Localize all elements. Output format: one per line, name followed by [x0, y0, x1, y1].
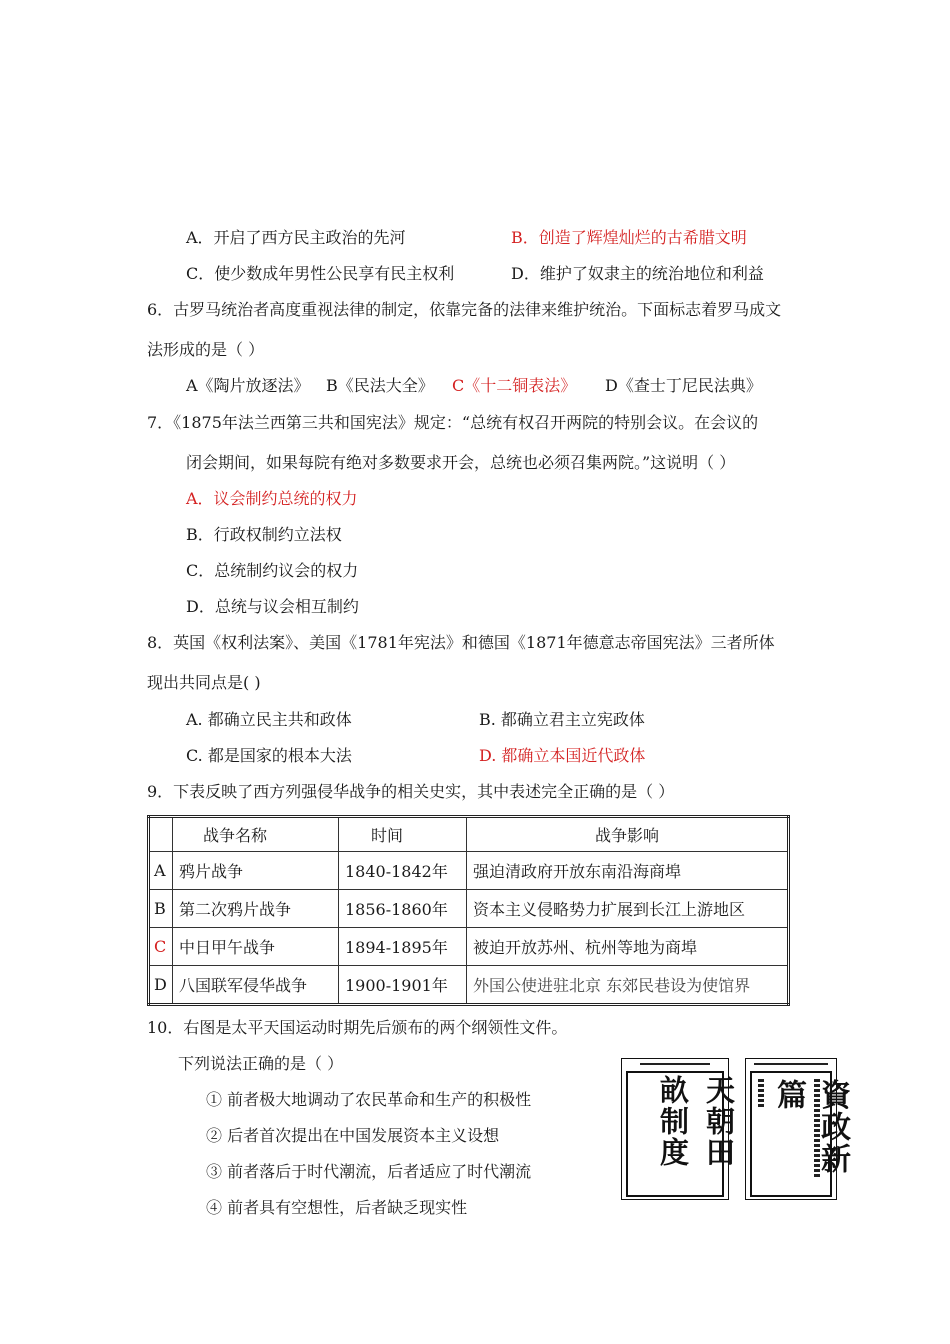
- table-header-row: [149, 817, 789, 852]
- cover-side-inscription: [758, 1079, 764, 1109]
- row-time: 1894-1895年: [339, 928, 467, 966]
- cover-frame: [626, 1071, 736, 1197]
- q6-option-c-answer: C《十二铜表法》: [452, 376, 577, 395]
- q10-statement-4: ④ 前者具有空想性，后者缺乏现实性: [206, 1198, 468, 1217]
- q7-option-c: C．总统制约议会的权力: [186, 561, 359, 580]
- q7-option-a-answer: A．议会制约总统的权力: [186, 489, 358, 508]
- row-impact: 外国公使进驻北京 东郊民巷设为使馆界: [467, 966, 789, 1005]
- row-impact: 被迫开放苏州、杭州等地为商埠: [467, 928, 789, 966]
- row-letter-answer: C: [149, 928, 173, 966]
- q5-option-a: A．开启了西方民主政治的先河: [186, 228, 406, 247]
- row-letter: A: [149, 852, 173, 890]
- q8-option-a: A. 都确立民主共和政体: [186, 710, 352, 729]
- tianchao-tianmu-zhidu-cover-image: [621, 1058, 736, 1200]
- row-letter: B: [149, 890, 173, 928]
- q8-option-b: B. 都确立君主立宪政体: [479, 710, 645, 729]
- cover-header-strip: [754, 1063, 828, 1067]
- header-impact: 战争影响: [467, 817, 789, 852]
- q10-stem-line1: 10．右图是太平天国运动时期先后颁布的两个纲领性文件。: [147, 1018, 568, 1037]
- row-time: 1856-1860年: [339, 890, 467, 928]
- q10-statement-2: ② 后者首次提出在中国发展资本主义设想: [206, 1126, 500, 1145]
- q9-stem: 9．下表反映了西方列强侵华战争的相关史实，其中表述完全正确的是（ ）: [147, 782, 675, 801]
- q5-option-b-answer: B．创造了辉煌灿烂的古希腊文明: [511, 228, 747, 247]
- doc2-title: 資政新篇: [771, 1079, 850, 1175]
- table-row: [149, 852, 789, 890]
- q8-stem-line1: 8．英国《权利法案》、美国《1781年宪法》和德国《1871年德意志帝国宪法》三者所体: [147, 633, 775, 652]
- cover-header-strip: [640, 1063, 710, 1067]
- row-impact: 强迫清政府开放东南沿海商埠: [467, 852, 789, 890]
- doc1-title: 天朝田畝制度: [656, 1075, 736, 1168]
- cover-frame: [750, 1071, 850, 1197]
- q7-option-b: B．行政权制约立法权: [186, 525, 342, 544]
- row-war-name: 第二次鸦片战争: [173, 890, 339, 928]
- row-impact: 资本主义侵略势力扩展到长江上游地区: [467, 890, 789, 928]
- header-letter: [149, 817, 173, 852]
- q6-stem-line1: 6．古罗马统治者高度重视法律的制定，依靠完备的法律来维护统治。下面标志着罗马成文: [147, 300, 782, 319]
- table-row: [149, 928, 789, 966]
- q8-option-c: C. 都是国家的根本大法: [186, 746, 352, 765]
- row-war-name: 八国联军侵华战争: [173, 966, 339, 1005]
- q7-option-d: D．总统与议会相互制约: [186, 597, 359, 616]
- q8-stem-line2: 现出共同点是( ): [147, 673, 261, 692]
- q6-stem-line2: 法形成的是（ ）: [147, 340, 265, 359]
- q5-option-c: C．使少数成年男性公民享有民主权利: [186, 264, 455, 283]
- table-row: [149, 890, 789, 928]
- row-time: 1900-1901年: [339, 966, 467, 1005]
- q8-option-d-answer: D. 都确立本国近代政体: [479, 746, 646, 765]
- row-war-name: 鸦片战争: [173, 852, 339, 890]
- table-row: [149, 966, 789, 1005]
- q7-stem-line1: 7．《1875年法兰西第三共和国宪法》规定：“总统有权召开两院的特别会议。在会议的: [147, 413, 759, 432]
- q10-statement-1: ① 前者极大地调动了农民革命和生产的积极性: [206, 1090, 532, 1109]
- row-war-name: 中日甲午战争: [173, 928, 339, 966]
- war-history-table: [147, 815, 790, 1006]
- row-letter: D: [149, 966, 173, 1005]
- header-war-name: 战争名称: [173, 817, 339, 852]
- q5-option-d: D．维护了奴隶主的统治地位和利益: [511, 264, 764, 283]
- q10-stem-line2: 下列说法正确的是（ ）: [178, 1054, 344, 1073]
- row-time: 1840-1842年: [339, 852, 467, 890]
- header-time: 时间: [339, 817, 467, 852]
- q6-option-b: B《民法大全》: [326, 376, 434, 395]
- q10-statement-3: ③ 前者落后于时代潮流，后者适应了时代潮流: [206, 1162, 532, 1181]
- q6-option-a: A《陶片放逐法》: [186, 376, 310, 395]
- zizheng-xinpian-cover-image: [745, 1058, 850, 1200]
- q7-stem-line2: 闭会期间，如果每院有绝对多数要求开会，总统也必须召集两院。”这说明（ ）: [186, 453, 736, 472]
- q6-option-d: D《查士丁尼民法典》: [605, 376, 762, 395]
